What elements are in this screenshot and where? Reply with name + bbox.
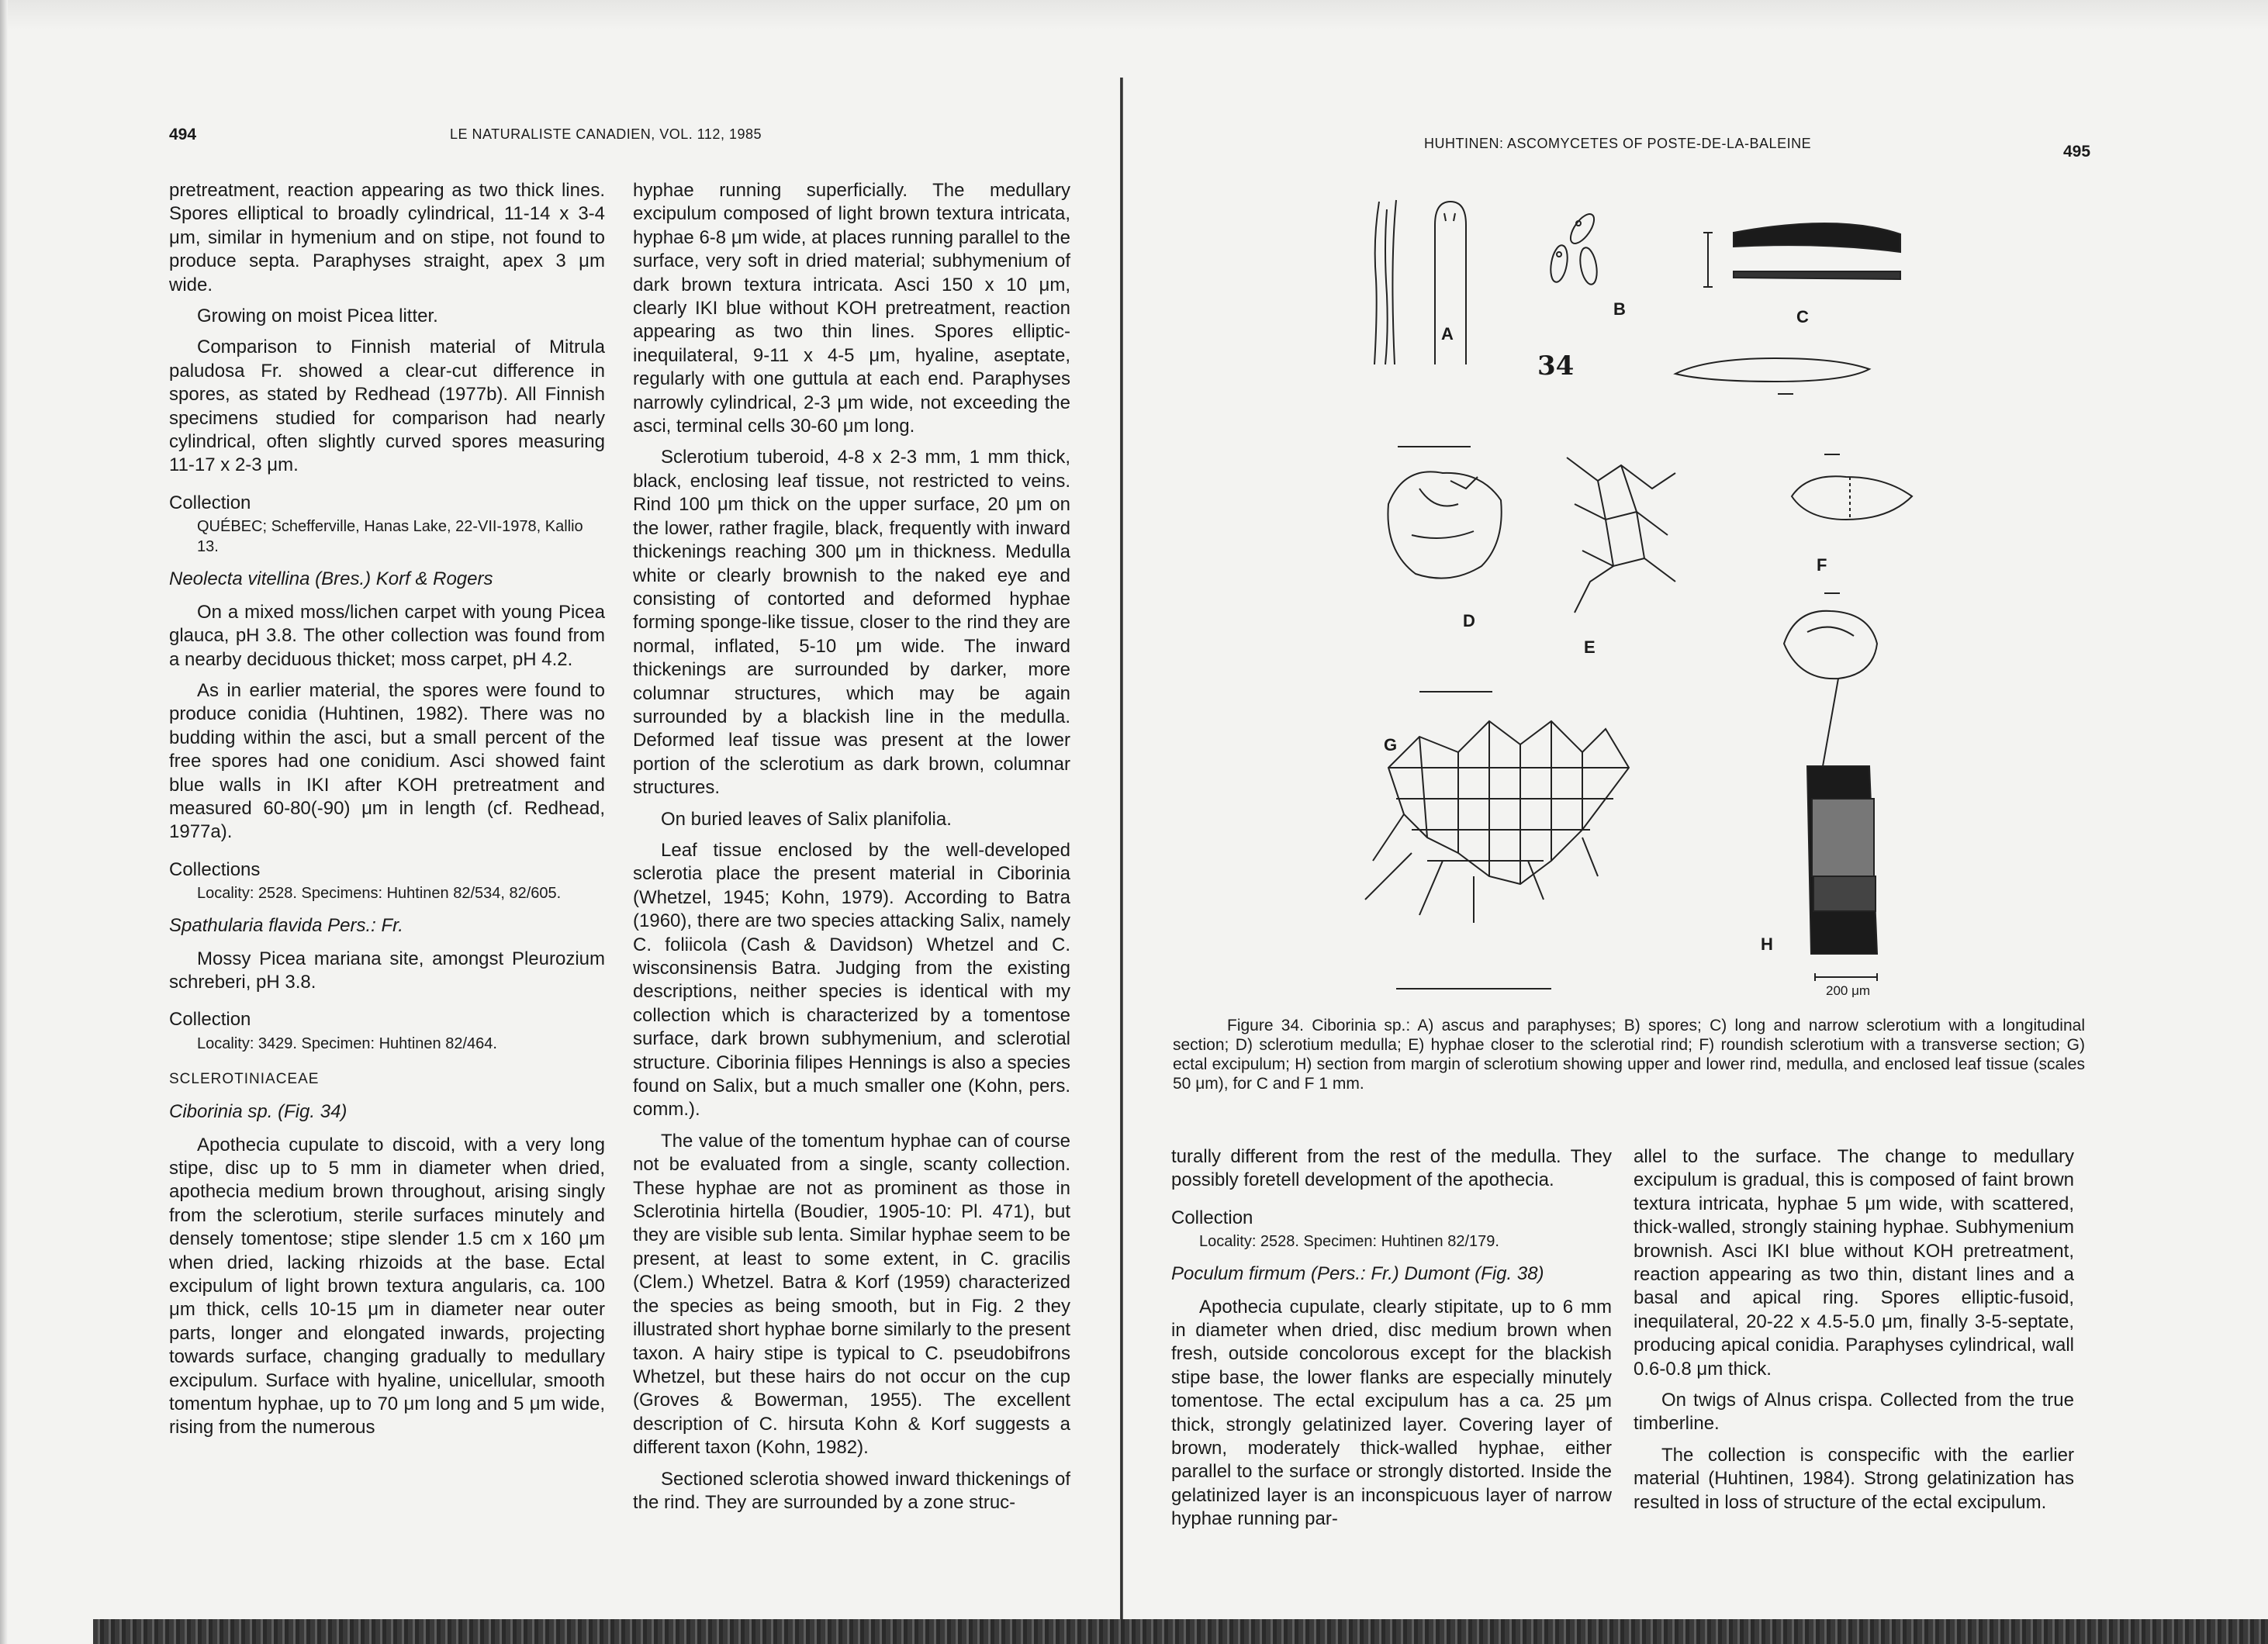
paragraph: allel to the surface. The change to medullary excipulum is gradual, this is composed of faint brown textura intricata, hyphae 5 μm wide, with scattered, thick-walled, strongly staining hyphae. Subhymenium brownish. Asci IKI blue without KOH pretreatment, reaction appearing as two thin, distant lines and a basal and apical ring. Spores elliptic-fusoid, inequilateral, 20-22 x 4.5-5.0 μm, finally 3-5-septate, producing apical conidia. Paraphyses cylindrical, wall 0.6-0.8 μm thick. <box>1634 1146 2074 1380</box>
scan-left-edge <box>0 0 8 1644</box>
figure-caption: Figure 34. Ciborinia sp.: A) ascus and paraphyses; B) spores; C) long and narrow sclerotium with a longitudinal section; D) sclerotium medulla; E) hyphae closer to the sclerotial rind; F) roundish sclerotium with a transverse section; G) ectal excipulum; H) section from margin of sclerotium showing upper and lower rind, medulla, and enclosed leaf tissue (scales 50 μm), for C and F 1 mm. <box>1173 1017 2085 1093</box>
paragraph: The value of the tomentum hyphae can of course not be evaluated from a single, scanty collection. These hyphae are not as prominent as those in Sclerotinia hirtella (Boudier, 1905-10: Pl. 471), but they are visible sub lenta. Similar hyphae seem to be present, at least to some extent, in C. gracilis (Clem.) Whetzel. Batra & Korf (1959) characterized the species as being smooth, but in Fig. 2 they illustrated short hyphae borne similarly to the present taxon. A hairy stipe is typical to C. pseudobifrons Whetzel, but these hairs do not occur on the cup (Groves & Bowerman, 1955). The excellent description of C. hirsuta Kohn & Korf suggests a different taxon (Kohn, 1982). <box>633 1130 1070 1459</box>
section-heading: Collection <box>169 492 251 513</box>
figure-illustration <box>1342 178 2110 993</box>
paragraph: Mossy Picea mariana site, amongst Pleurozium schreberi, pH 3.8. <box>169 948 605 993</box>
paragraph: Sclerotium tuberoid, 4-8 x 2-3 mm, 1 mm thick, black, enclosing leaf tissue, not restricted to veins. Rind 100 μm thick on the upper surface, 20 μm on the lower, rather fragile, black, frequently with inward thickenings reaching 300 μm in thickness. Medulla white or clearly brownish to the naked eye and consisting of contorted and deformed hyphae forming sponge-like tissue, closer to the rind they are normal, inflated, 5-10 μm wide. The inward thickenings are surrounded by darker, more columnar structures, which may be again surrounded by a blackish line in the medulla. Deformed leaf tissue was present at the lower portion of the sclerotium as dark brown, columnar structures. <box>633 447 1070 799</box>
collection-record: Locality: 3429. Specimen: Huhtinen 82/464. <box>197 1034 497 1052</box>
right-page-number: 495 <box>2063 143 2091 161</box>
collection-record: QUÉBEC; Schefferville, Hanas Lake, 22-VII-1978, Kallio 13. <box>197 518 583 556</box>
paragraph: Sectioned sclerotia showed inward thickenings of the rind. They are surrounded by a zone struc- <box>633 1468 1070 1513</box>
right-running-head: HUHTINEN: ASCOMYCETES OF POSTE-DE-LA-BALEINE <box>1424 136 1812 151</box>
section-heading: Collection <box>169 1009 251 1031</box>
family-heading: SCLEROTINIACEAE <box>169 1070 320 1087</box>
taxon-heading: Spathularia flavida Pers.: Fr. <box>169 915 403 937</box>
figure-number: 34 <box>1537 351 1575 382</box>
section-heading: Collection <box>1171 1207 1253 1228</box>
section-heading: Collections <box>169 858 261 880</box>
figure-34 <box>1342 178 2110 998</box>
panel-label-d: D <box>1463 611 1475 630</box>
taxon-heading: Poculum firmum (Pers.: Fr.) Dumont (Fig. 38) <box>1171 1263 1544 1285</box>
panel-label-h: H <box>1761 934 1773 954</box>
panel-label-f: F <box>1817 555 1827 575</box>
left-running-head: LE NATURALISTE CANADIEN, VOL. 112, 1985 <box>450 126 762 142</box>
panel-label-b: B <box>1613 299 1626 319</box>
panel-label-g: G <box>1384 735 1398 755</box>
panel-label-c: C <box>1796 307 1809 326</box>
scan-bottom-edge <box>93 1619 2268 1644</box>
left-page-column-1 <box>169 179 605 1448</box>
paragraph: Growing on moist Picea litter. <box>197 306 438 327</box>
panel-label-a: A <box>1441 324 1454 344</box>
paragraph: turally different from the rest of the medulla. They possibly foretell development of the apothecia. <box>1171 1146 1612 1191</box>
book-spine <box>1120 78 1123 1644</box>
left-page-column-2 <box>633 179 1070 1522</box>
paragraph: On twigs of Alnus crispa. Collected from the true timberline. <box>1634 1390 2074 1435</box>
scan-top-edge <box>0 0 2268 29</box>
paragraph: pretreatment, reaction appearing as two thick lines. Spores elliptical to broadly cylindrical, 11-14 x 3-4 μm, similar in hymenium and on stipe, not found to produce septa. Paraphyses straight, apex 3 μm wide. <box>169 180 605 295</box>
paragraph: On a mixed moss/lichen carpet with young Picea glauca, pH 3.8. The other collection was found from a nearby deciduous thicket; moss carpet, pH 4.2. <box>169 601 605 670</box>
paragraph: Apothecia cupulate to discoid, with a very long stipe, disc up to 5 mm in diameter when dried, apothecia medium brown throughout, arising singly from the sclerotium, sterile surfaces minutely and densely tomentose; stipe slender 1.5 cm x 160 μm when dried, lacking rhizoids at the base. Ectal excipulum of light brown textura angularis, ca. 100 μm thick, cells 10-15 μm in diameter near outer parts, longer and elongated inwards, projecting towards surface, changing gradually to medullary excipulum. Surface with hyaline, unicellular, smooth tomentum hyphae, up to 70 μm long and 5 μm wide, rising from the numerous <box>169 1134 605 1438</box>
collection-record: Locality: 2528. Specimen: Huhtinen 82/179. <box>1199 1233 1499 1251</box>
scale-bar-label: 200 μm <box>1826 983 1871 998</box>
right-page-column-1 <box>1171 1145 1612 1539</box>
panel-label-e: E <box>1584 637 1596 657</box>
paragraph: On buried leaves of Salix planifolia. <box>661 808 952 830</box>
paragraph: As in earlier material, the spores were found to produce conidia (Huhtinen, 1982). There was no budding within the asci, but a small percent of the free spores had one conidium. Asci showed faint blue walls in IKI after KOH pretreatment and measured 60-80(-90) μm in length (cf. Redhead, 1977a). <box>169 679 605 843</box>
paragraph: Comparison to Finnish material of Mitrula paludosa Fr. showed a clear-cut difference in spores, as stated by Redhead (1977b). All Finnish specimens studied for comparison had nearly cylindrical, often slightly curved spores measuring 11-17 x 2-3 μm. <box>169 337 605 476</box>
right-page-column-2 <box>1634 1145 2074 1522</box>
paragraph: The collection is conspecific with the earlier material (Huhtinen, 1984). Strong gelatinization has resulted in loss of structure of the ectal excipulum. <box>1634 1444 2074 1513</box>
paragraph: Apothecia cupulate, clearly stipitate, up to 6 mm in diameter when dried, disc medium brown when fresh, outside concolorous except for the blackish stipe base, the lower flanks are especially minutely tomentose. The ectal excipulum has a ca. 25 μm thick, strongly gelatinized layer. Covering layer of brown, moderately thick-walled hyphae, either parallel to the surface or strongly distorted. Inside the gelatinized layer is an inconspicuous layer of narrow hyphae running par- <box>1171 1296 1612 1530</box>
paragraph: hyphae running superficially. The medullary excipulum composed of light brown textura intricata, hyphae 6-8 μm wide, at places running parallel to the surface, very soft in dried material; subhymenium of dark brown textura intricata. Asci 150 x 10 μm, clearly IKI blue without KOH pretreatment, reaction appearing as two thin lines. Spores elliptic-inequilateral, 9-11 x 4-5 μm, hyaline, aseptate, regularly with one guttula at each end. Paraphyses narrowly cylindrical, 2-3 μm wide, not exceeding the asci, terminal cells 30-60 μm long. <box>633 180 1070 437</box>
paragraph: Leaf tissue enclosed by the well-developed sclerotia place the present material in Ciborinia (Whetzel, 1945; Kohn, 1979). According to Batra (1960), there are two species attacking Salix, namely C. foliicola (Cash & Davidson) Whetzel and C. wisconsinensis Batra. Judging from the existing descriptions, neither species is identical with my collection which is characterized by a tomentose surface, dark brown subhymenium, and sclerotial structure. Ciborinia filipes Hennings is also a species found on Salix, but a much smaller one (Kohn, pers. comm.). <box>633 839 1070 1121</box>
taxon-heading: Ciborinia sp. (Fig. 34) <box>169 1101 347 1123</box>
taxon-heading: Neolecta vitellina (Bres.) Korf & Rogers <box>169 568 493 590</box>
left-page-number: 494 <box>169 126 197 143</box>
collection-record: Locality: 2528. Specimens: Huhtinen 82/534, 82/605. <box>197 885 562 903</box>
